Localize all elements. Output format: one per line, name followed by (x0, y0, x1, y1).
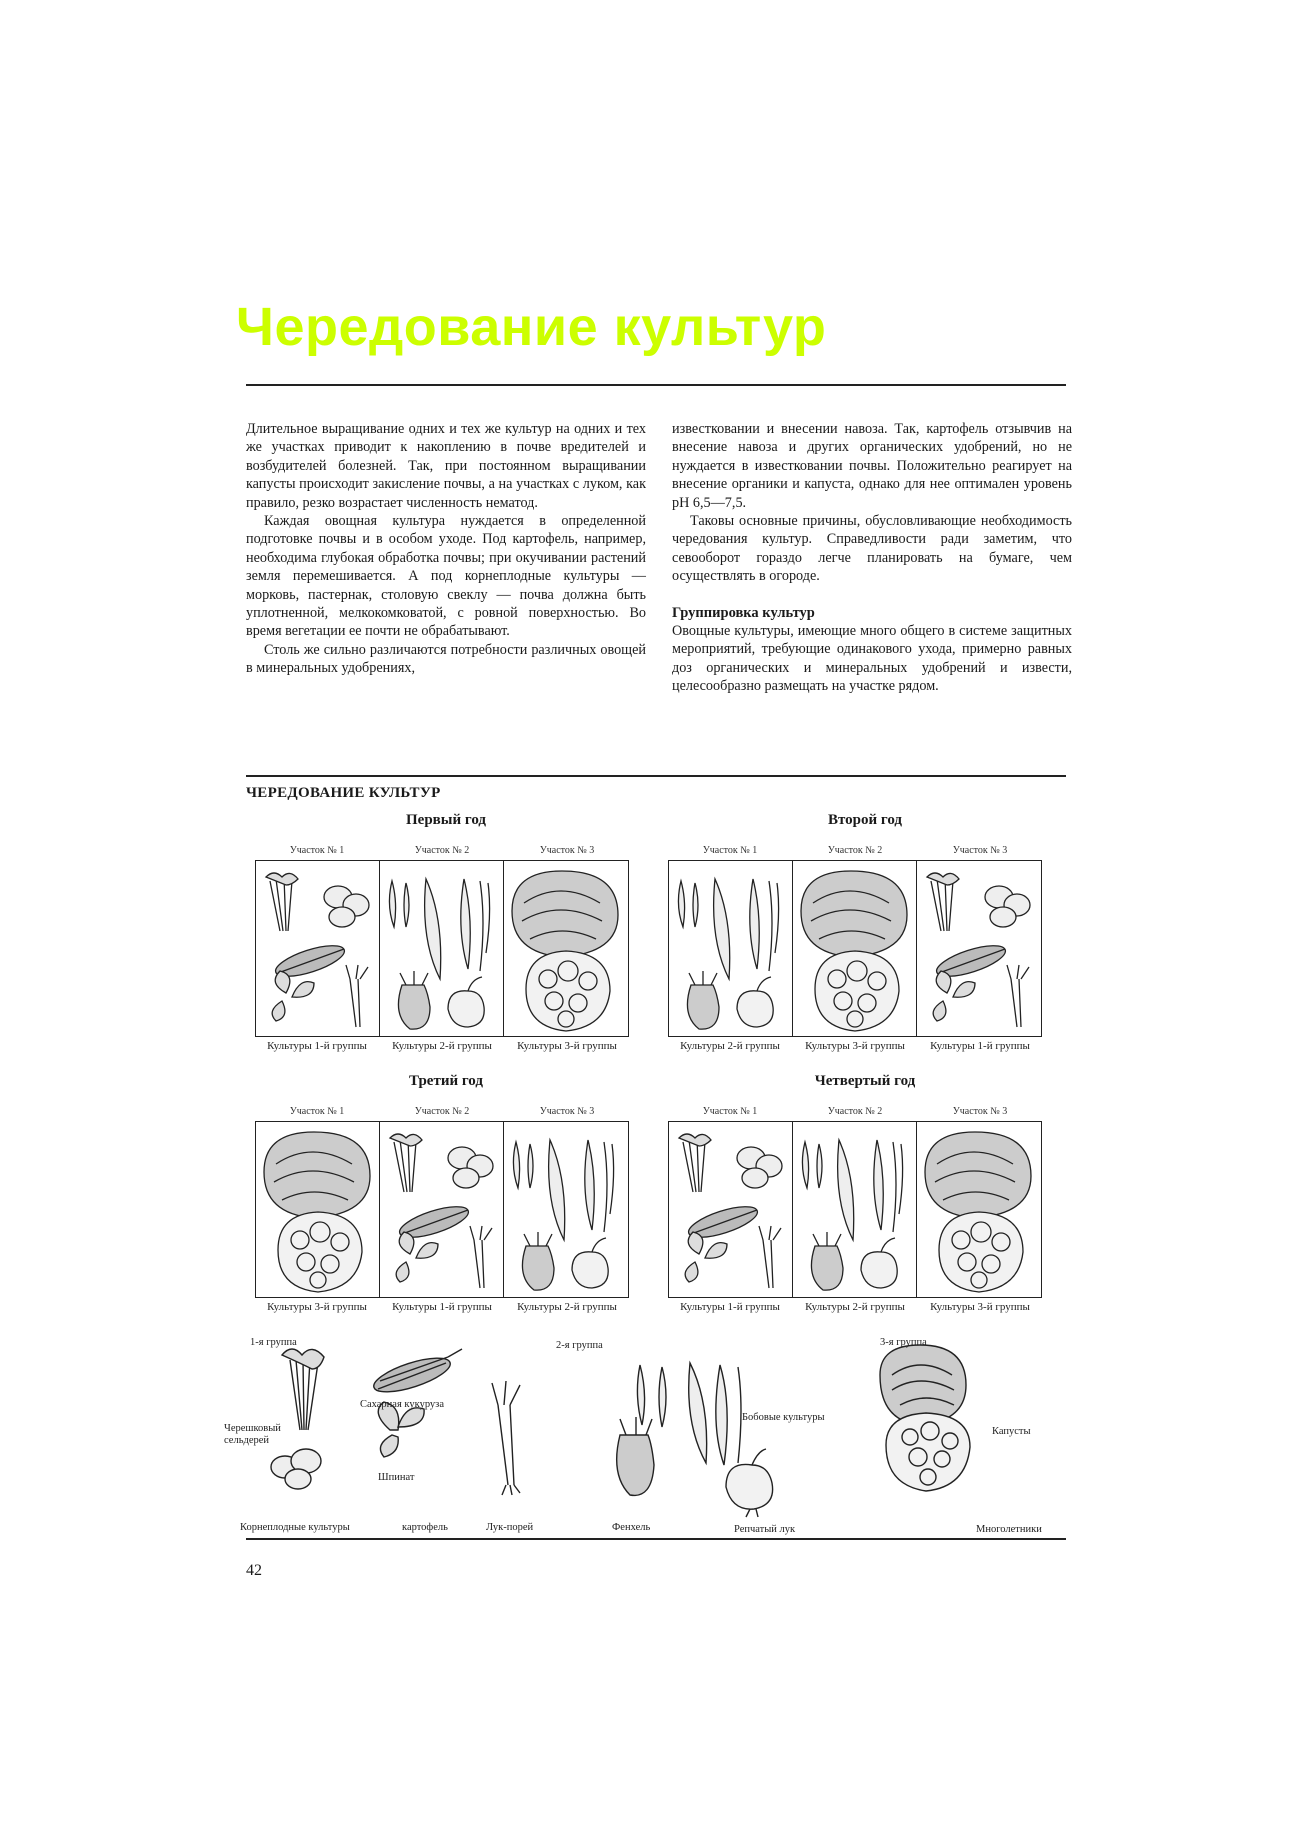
vegetable-sketch-icon (256, 1122, 380, 1297)
vegetable-sketch-icon (669, 861, 793, 1036)
legend-cabbage-label: Капусты (992, 1426, 1031, 1437)
plot-grid (668, 1121, 1042, 1298)
plot-label: Участок № 2 (414, 1106, 470, 1117)
group-label: Культуры 3-й группы (267, 1301, 367, 1313)
plot-label: Участок № 1 (702, 1106, 758, 1117)
text-column-2 (672, 420, 1072, 696)
vegetable-sketch-icon (917, 1122, 1041, 1297)
year-title: Третий год (409, 1073, 483, 1089)
text-column-1 (246, 420, 646, 678)
group-label: Культуры 2-й группы (805, 1301, 905, 1313)
plot-grid (668, 860, 1042, 1037)
group-label: Культуры 1-й группы (930, 1040, 1030, 1052)
plot-label: Участок № 2 (414, 845, 470, 856)
vegetable-sketch-icon (793, 1122, 917, 1297)
plot-cell (380, 1122, 504, 1297)
vegetable-sketch-icon (380, 1122, 504, 1297)
group-label: Культуры 2-й группы (680, 1040, 780, 1052)
vegetable-sketch-icon (917, 861, 1041, 1036)
vegetable-sketch-icon (669, 1122, 793, 1297)
year-title: Четвертый год (814, 1073, 916, 1089)
paragraph: Таковы основные причины, обусловливающие необходимость чередования культур. Справедливости ради заметим, что севооборот гораздо легче планировать на бумаге, чем осуществлять в огороде. (672, 513, 1072, 585)
legend-onion-label: Репчатый лук (734, 1524, 796, 1535)
group-label: Культуры 2-й группы (517, 1301, 617, 1313)
section-heading: Группировка культур (672, 604, 815, 621)
paragraph: Длительное выращивание одних и тех же культур на одних и тех же участках приводит к накоплению в почве вредителей и возбудителей болезней. Так, при постоянном выращивании капусты происходит закисление почвы, а на участках с луком, как правило, резко возрастает численность нематод. (246, 421, 646, 511)
legend-illustrations (0, 1335, 1300, 1595)
title-rule (246, 384, 1066, 386)
plot-label: Участок № 2 (827, 1106, 883, 1117)
vegetable-sketch-icon (380, 861, 504, 1036)
plot-label: Участок № 1 (289, 1106, 345, 1117)
plot-grid (255, 860, 629, 1037)
year-title: Первый год (406, 812, 486, 828)
group-label: Культуры 3-й группы (805, 1040, 905, 1052)
onion-icon (726, 1449, 773, 1517)
plot-cell (504, 861, 628, 1036)
paragraph: Овощные культуры, имеющие много общего в системе защитных мероприятий, требующие одинакового ухода, примерно равных доз органических и минеральных удобрений и извести, целесообразно размещать на участке рядом. (672, 623, 1072, 695)
plot-cell (256, 861, 380, 1036)
plot-grid (255, 1121, 629, 1298)
legend-group3-label: 3-я группа (880, 1337, 927, 1348)
group-label: Культуры 2-й группы (392, 1040, 492, 1052)
figure-title: ЧЕРЕДОВАНИЕ КУЛЬТУР (246, 785, 441, 801)
plot-label: Участок № 3 (952, 1106, 1008, 1117)
legend-potato-label: картофель (402, 1522, 448, 1533)
plot-cell (793, 861, 917, 1036)
paragraph: известковании и внесении навоза. Так, картофель отзывчив на внесение навоза и других органических удобрений, но не нуждается в известковании почвы. Положительно реагирует на внесение органики и капуста, однако для нее оптимален уровень pH 6,5—7,5. (672, 421, 1072, 511)
vegetable-sketch-icon (793, 861, 917, 1036)
group-label: Культуры 3-й группы (930, 1301, 1030, 1313)
plot-label: Участок № 1 (702, 845, 758, 856)
plot-cell (917, 1122, 1041, 1297)
legend-perennials-label: Многолетники (976, 1524, 1042, 1535)
group-label: Культуры 1-й группы (267, 1040, 367, 1052)
legend-spinach-label: Шпинат (378, 1472, 415, 1483)
celery-icon (282, 1349, 324, 1430)
page-number: 42 (246, 1562, 262, 1579)
legend-group1-label: 1-я группа (250, 1337, 297, 1348)
legend-celery-label: Черешковый сельдерей (224, 1423, 281, 1446)
leek-icon (492, 1381, 520, 1495)
fennel-icon (617, 1417, 654, 1495)
beans-icon (637, 1363, 741, 1465)
group-label: Культуры 1-й группы (392, 1301, 492, 1313)
plot-cell (669, 1122, 793, 1297)
group-label: Культуры 1-й группы (680, 1301, 780, 1313)
plot-label: Участок № 3 (539, 845, 595, 856)
page-title: Чередование культур (236, 297, 827, 357)
plot-cell (669, 861, 793, 1036)
plot-label: Участок № 3 (952, 845, 1008, 856)
plot-cell (256, 1122, 380, 1297)
plot-cell (917, 861, 1041, 1036)
legend-root-label: Корнеплодные культуры (240, 1522, 350, 1533)
plot-cell (793, 1122, 917, 1297)
vegetable-sketch-icon (256, 861, 380, 1036)
paragraph: Столь же сильно различаются потребности различных овощей в минеральных удобрениях, (246, 641, 646, 677)
plot-label: Участок № 2 (827, 845, 883, 856)
plot-cell (380, 861, 504, 1036)
year-title: Второй год (827, 812, 902, 828)
legend-group2-label: 2-я группа (556, 1340, 603, 1351)
potato-icon (271, 1449, 321, 1489)
legend-corn-label: Сахарная кукуруза (360, 1399, 444, 1410)
plot-label: Участок № 3 (539, 1106, 595, 1117)
legend-beans-label: Бобовые культуры (742, 1412, 825, 1423)
legend-leek-label: Лук-порей (486, 1522, 534, 1533)
figure-top-rule (246, 775, 1066, 777)
figure-bottom-rule (246, 1538, 1066, 1540)
legend-fennel-label: Фенхель (612, 1522, 651, 1533)
plot-cell (504, 1122, 628, 1297)
vegetable-sketch-icon (504, 1122, 628, 1297)
corn-icon (370, 1349, 462, 1399)
plot-label: Участок № 1 (289, 845, 345, 856)
group-label: Культуры 3-й группы (517, 1040, 617, 1052)
paragraph: Каждая овощная культура нуждается в определенной подготовке почвы и в особом уходе. Под картофель, например, необходима глубокая обработка почвы; при окучивании растений земля перемешивается. А под корнеплодные культуры — морковь, пастернак, столовую свеклу — почва должна быть уплотненной, мелкокомковатой, с ровной поверхностью. Во время вегетации ее почти не обрабатывают. (246, 513, 646, 640)
vegetable-sketch-icon (504, 861, 628, 1036)
cabbage-icon (880, 1345, 970, 1491)
